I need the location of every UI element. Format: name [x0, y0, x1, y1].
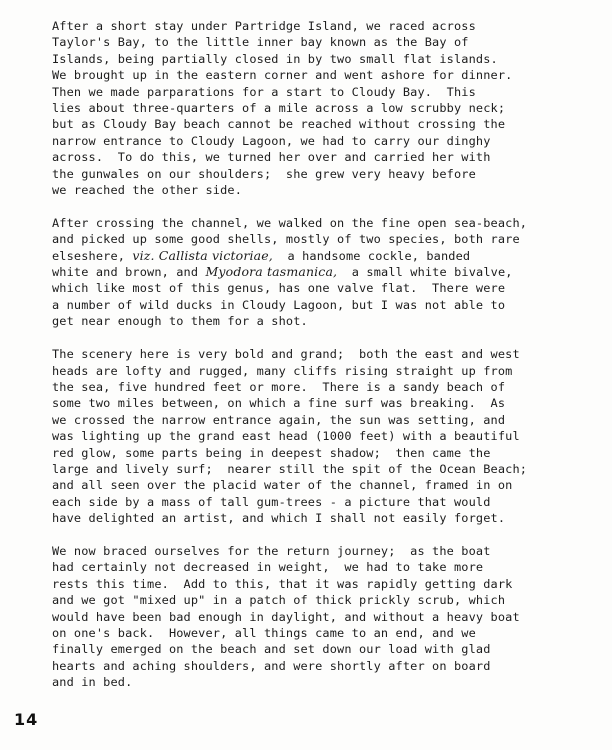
text-line: heads are lofty and rugged, many cliffs rising straight up from — [52, 363, 513, 378]
text-fragment: white and brown, and — [52, 265, 206, 280]
text-line: We brought up in the eastern corner and went ashore for dinner. — [52, 68, 513, 83]
text-line: We now braced ourselves for the return journey; as the boat — [52, 543, 491, 558]
text-line: had certainly not decreased in weight, we had to take more — [52, 560, 484, 575]
text-line: lies about three-quarters of a mile across a low scrubby neck; — [52, 101, 506, 116]
paragraph-4 — [52, 543, 600, 691]
text-line: and we got "mixed up" in a patch of thick prickly scrub, which — [52, 593, 506, 608]
text-line: but as Cloudy Bay beach cannot be reached without crossing the — [52, 117, 506, 132]
text-line: we crossed the narrow entrance again, the sun was setting, and — [52, 412, 506, 427]
text-line: and picked up some good shells, mostly of two species, both rare — [52, 232, 520, 247]
text-line: a number of wild ducks in Cloudy Lagoon, but I was not able to — [52, 297, 506, 312]
text-line: large and lively surf; nearer still the spit of the Ocean Beach; — [52, 461, 528, 476]
text-line: finally emerged on the beach and set down our load with glad — [52, 642, 491, 657]
text-fragment: a small white bivalve, — [337, 265, 513, 280]
text-line: rests this time. Add to this, that it was rapidly getting dark — [52, 576, 513, 591]
text-line-with-species — [52, 264, 600, 280]
text-line: narrow entrance to Cloudy Lagoon, we had to carry our dinghy — [52, 133, 491, 148]
paragraph-2 — [52, 215, 600, 330]
text-line: the sea, five hundred feet or more. There is a sandy beach of — [52, 379, 506, 394]
text-line: some two miles between, on which a fine surf was breaking. As — [52, 396, 506, 411]
page-number: 14 — [14, 710, 39, 729]
text-line: The scenery here is very bold and grand; both the east and west — [52, 347, 520, 362]
text-line: red glow, some parts being in deepest shadow; then came the — [52, 445, 491, 460]
paragraph-1 — [52, 18, 600, 198]
species-name-myodora: Myodora tasmanica, — [205, 264, 338, 280]
text-line: we reached the other side. — [52, 183, 243, 198]
text-line: and all seen over the placid water of the channel, framed in on — [52, 478, 513, 493]
text-line: Islands, being partially closed in by two small flat islands. — [52, 51, 498, 66]
text-line: was lighting up the grand east head (1000 feet) with a beautiful — [52, 429, 520, 444]
text-fragment: elseshere, — [52, 248, 133, 263]
text-line: each side by a mass of tall gum-trees - a picture that would — [52, 494, 491, 509]
text-line: hearts and aching shoulders, and were shortly after on board — [52, 658, 491, 673]
text-line: on one's back. However, all things came to an end, and we — [52, 625, 476, 640]
text-line: the gunwales on our shoulders; she grew very heavy before — [52, 166, 476, 181]
text-fragment: a handsome cockle, banded — [272, 248, 471, 263]
text-line-with-species — [52, 248, 600, 264]
text-line: which like most of this genus, has one valve flat. There were — [52, 281, 506, 296]
paragraph-3 — [52, 346, 600, 526]
text-line: After crossing the channel, we walked on the fine open sea-beach, — [52, 215, 528, 230]
text-line: Then we made parparations for a start to Cloudy Bay. This — [52, 84, 476, 99]
text-line: Taylor's Bay, to the little inner bay known as the Bay of — [52, 35, 469, 50]
species-name-callista: viz. Callista victoriae, — [132, 247, 273, 263]
text-line: and in bed. — [52, 675, 133, 690]
text-line: would have been bad enough in daylight, and without a heavy boat — [52, 609, 520, 624]
body-text — [52, 18, 600, 707]
text-line: After a short stay under Partridge Island, we raced across — [52, 19, 476, 33]
text-line: have delighted an artist, and which I shall not easily forget. — [52, 511, 506, 526]
text-line: across. To do this, we turned her over and carried her with — [52, 150, 491, 165]
text-line: get near enough to them for a shot. — [52, 314, 308, 329]
